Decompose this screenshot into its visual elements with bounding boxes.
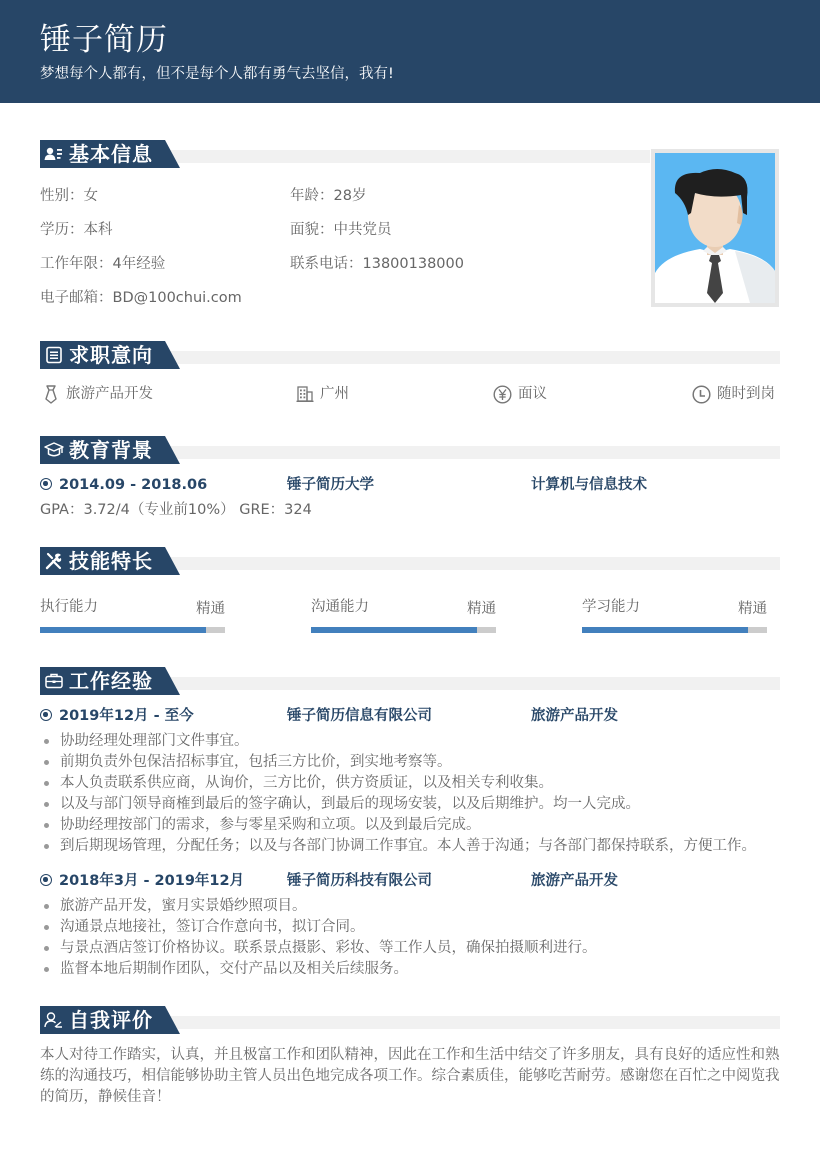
user-card-icon <box>44 145 64 163</box>
list-item: 监督本地后期制作团队，交付产品以及相关后续服务。 <box>40 959 597 980</box>
info-education: 学历：本科 <box>40 222 113 238</box>
work-position: 旅游产品开发 <box>531 873 618 889</box>
skill-level: 精通 <box>196 601 225 617</box>
list-item: 协助经理按部门的需求，参与零星采购和立项。以及到最后完成。 <box>40 815 756 836</box>
timeline-dot-icon <box>40 478 52 490</box>
info-age: 年龄：28岁 <box>290 188 367 204</box>
timeline-dot-icon <box>40 874 52 886</box>
section-title: 技能特长 <box>69 549 153 573</box>
avatar-illustration-icon <box>655 153 775 303</box>
section-header-work <box>40 667 780 695</box>
education-school: 锤子简历大学 <box>287 477 374 493</box>
intent-city-text: 广州 <box>320 386 349 402</box>
intent-position-text: 旅游产品开发 <box>66 386 153 402</box>
intent-availability-text: 随时到岗 <box>717 386 775 402</box>
intent-salary-text: 面议 <box>518 386 547 402</box>
education-period-text: 2014.09 - 2018.06 <box>59 477 208 493</box>
section-title: 求职意向 <box>69 343 153 367</box>
education-period <box>40 475 207 495</box>
work-period <box>40 706 194 726</box>
resume-title: 锤子简历 <box>40 22 168 58</box>
skill-name: 沟通能力 <box>311 599 369 615</box>
work-period-text: 2018年3月 - 2019年12月 <box>59 873 245 889</box>
skill-progress-bar <box>40 627 225 633</box>
self-evaluation-text: 本人对待工作踏实，认真，并且极富工作和团队精神，因此在工作和生活中结交了许多朋友，具有良好的适应性和熟练的沟通技巧，相信能够协助主管人员出色地完成各项工作。综合素质佳，能够吃苦耐劳。感谢您在百忙之中阅览我的简历，静候佳音！ <box>40 1047 780 1105</box>
education-major: 计算机与信息技术 <box>531 477 647 493</box>
info-politics: 面貌：中共党员 <box>290 222 392 238</box>
info-email: 电子邮箱：BD@100chui.com <box>40 290 242 306</box>
skill-name: 学习能力 <box>582 599 640 615</box>
list-item: 与景点酒店签订价格协议。联系景点摄影、彩妆、等工作人员，确保拍摄顺利进行。 <box>40 938 597 959</box>
list-item: 以及与部门领导商榷到最后的签字确认，到最后的现场安装，以及后期维护。均一人完成。 <box>40 794 756 815</box>
info-gender: 性别：女 <box>40 188 98 204</box>
section-title: 自我评价 <box>69 1008 153 1032</box>
work-period <box>40 871 244 891</box>
work-duties-list <box>40 896 597 980</box>
section-header-evaluation <box>40 1006 780 1034</box>
skill-progress-bar <box>582 627 767 633</box>
work-position: 旅游产品开发 <box>531 708 618 724</box>
list-icon <box>44 346 64 364</box>
skill-level: 精通 <box>467 601 496 617</box>
section-header-skills <box>40 547 780 575</box>
tie-icon <box>42 384 60 404</box>
resume-header <box>0 0 820 103</box>
section-header-education <box>40 436 780 464</box>
info-phone: 联系电话：13800138000 <box>290 256 464 272</box>
list-item: 前期负责外包保洁招标事宜，包括三方比价，到实地考察等。 <box>40 752 756 773</box>
intent-salary <box>493 384 547 404</box>
section-title: 教育背景 <box>69 438 153 462</box>
work-company: 锤子简历信息有限公司 <box>287 708 432 724</box>
graduation-cap-icon <box>44 441 64 459</box>
building-icon <box>296 385 314 403</box>
skill-level: 精通 <box>738 601 767 617</box>
list-item: 到后期现场管理，分配任务；以及与各部门协调工作事宜。本人善于沟通；与各部门都保持联系，方便工作。 <box>40 836 756 857</box>
info-work-years: 工作年限：4年经验 <box>40 256 166 272</box>
resume-motto: 梦想每个人都有，但不是每个人都有勇气去坚信，我有! <box>40 66 394 82</box>
skill-name: 执行能力 <box>40 599 98 615</box>
work-period-text: 2019年12月 - 至今 <box>59 708 194 724</box>
skill-progress-fill <box>311 627 477 633</box>
yen-icon <box>493 385 512 404</box>
section-header-job-intent <box>40 341 780 369</box>
skill-progress-fill <box>582 627 748 633</box>
profile-photo <box>651 149 779 307</box>
skill-progress-bar <box>311 627 496 633</box>
briefcase-icon <box>44 672 64 690</box>
list-item: 沟通景点地接社，签订合作意向书，拟订合同。 <box>40 917 597 938</box>
intent-availability <box>692 384 775 404</box>
work-duties-list <box>40 731 756 857</box>
section-title: 工作经验 <box>69 669 153 693</box>
intent-position <box>42 384 153 404</box>
education-detail: GPA：3.72/4（专业前10%） GRE：324 <box>40 502 312 518</box>
timeline-dot-icon <box>40 709 52 721</box>
list-item: 旅游产品开发，蜜月实景婚纱照项目。 <box>40 896 597 917</box>
work-company: 锤子简历科技有限公司 <box>287 873 432 889</box>
list-item: 协助经理处理部门文件事宜。 <box>40 731 756 752</box>
section-title: 基本信息 <box>69 142 153 166</box>
clock-icon <box>692 385 711 404</box>
intent-city <box>296 384 349 404</box>
list-item: 本人负责联系供应商，从询价，三方比价，供方资质证，以及相关专利收集。 <box>40 773 756 794</box>
user-edit-icon <box>44 1011 64 1029</box>
skill-progress-fill <box>40 627 206 633</box>
tools-icon <box>44 552 64 570</box>
